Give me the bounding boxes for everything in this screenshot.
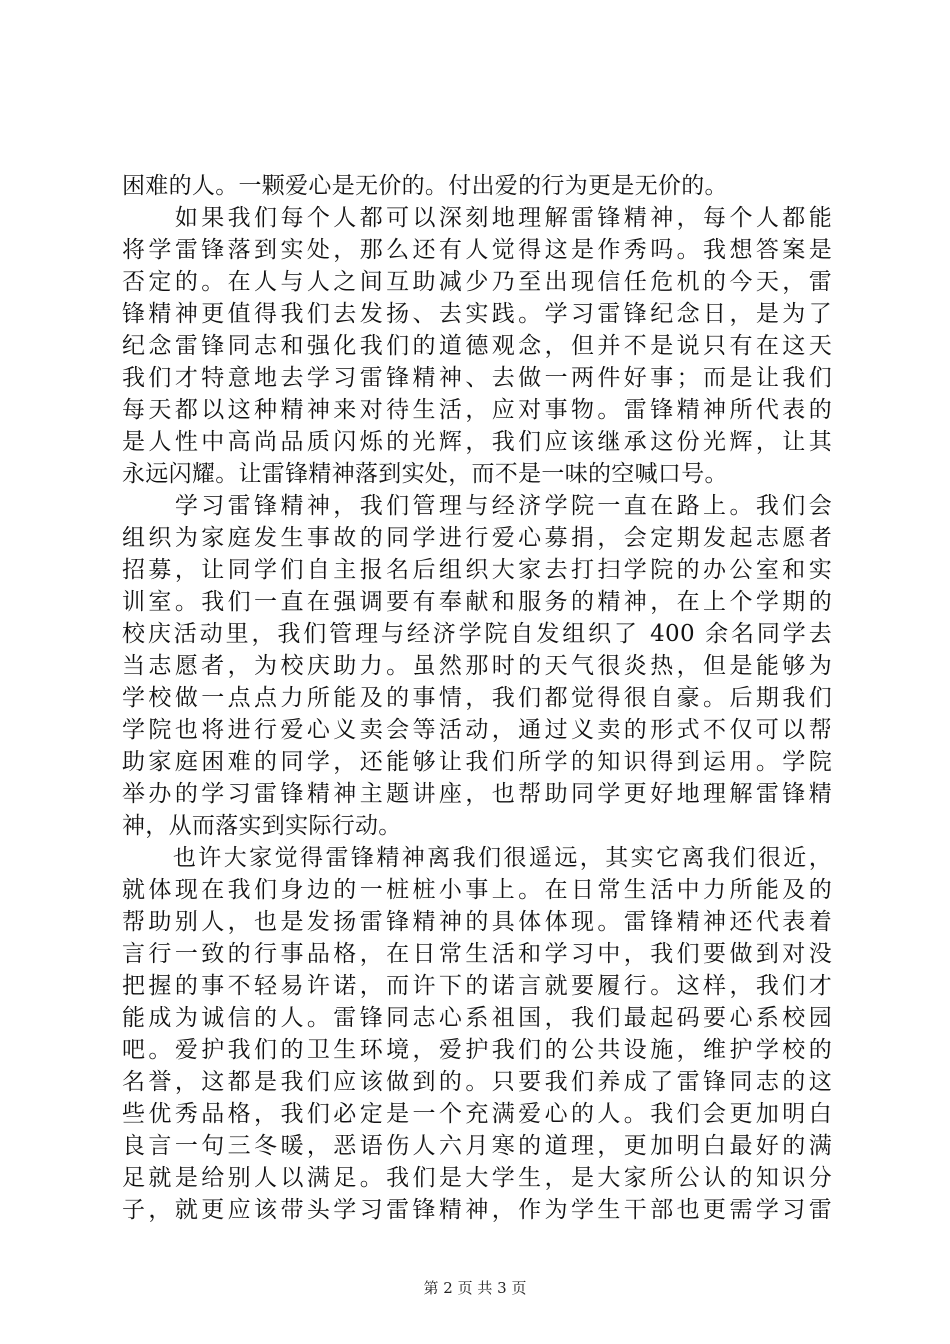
text-line: 名誉，这都是我们应该做到的。只要我们养成了雷锋同志的这 [122,1069,832,1095]
text-line: 我们才特意地去学习雷锋精神、去做一两件好事；而是让我们 [122,365,832,391]
text-line: 学校做一点点力所能及的事情，我们都觉得很自豪。后期我们 [122,685,832,711]
text-line: 举办的学习雷锋精神主题讲座，也帮助同学更好地理解雷锋精 [122,781,832,807]
text-line: 招募，让同学们自主报名后组织大家去打扫学院的办公室和实 [122,557,832,583]
text-line: 能成为诚信的人。雷锋同志心系祖国，我们最起码要心系校园 [122,1005,832,1031]
page-number-footer: 第 2 页 共 3 页 [423,1279,527,1297]
text-line: 训室。我们一直在强调要有奉献和服务的精神，在上个学期的 [122,589,832,615]
text-line: 纪念雷锋同志和强化我们的道德观念，但并不是说只有在这天 [122,333,832,359]
text-line: 是人性中高尚品质闪烁的光辉，我们应该继承这份光辉，让其 [122,429,832,455]
text-line: 否定的。在人与人之间互助减少乃至出现信任危机的今天，雷 [122,269,832,295]
text-line: 吧。爱护我们的卫生环境，爱护我们的公共设施，维护学校的 [122,1037,832,1063]
text-line: 良言一句三冬暖，恶语伤人六月寒的道理，更加明白最好的满 [122,1133,832,1159]
text-line: 锋精神更值得我们去发扬、去实践。学习雷锋纪念日，是为了 [122,301,832,327]
text-line: 些优秀品格，我们必定是一个充满爱心的人。我们会更加明白 [122,1101,832,1127]
text-line: 助家庭困难的同学，还能够让我们所学的知识得到运用。学院 [122,749,832,775]
text-line: 学习雷锋精神，我们管理与经济学院一直在路上。我们会 [122,493,832,519]
text-line: 也许大家觉得雷锋精神离我们很遥远，其实它离我们很近， [122,845,832,871]
text-line: 组织为家庭发生事故的同学进行爱心募捐，会定期发起志愿者 [122,525,832,551]
text-line: 困难的人。一颗爱心是无价的。付出爱的行为更是无价的。 [122,173,728,199]
text-line: 足就是给别人以满足。我们是大学生，是大家所公认的知识分 [122,1165,832,1191]
text-line: 就体现在我们身边的一桩桩小事上。在日常生活中力所能及的 [122,877,832,903]
text-line: 帮助别人，也是发扬雷锋精神的具体体现。雷锋精神还代表着 [122,909,832,935]
text-line: 每天都以这种精神来对待生活，应对事物。雷锋精神所代表的 [122,397,832,423]
text-line: 把握的事不轻易许诺，而许下的诺言就要履行。这样，我们才 [122,973,832,999]
text-line: 永远闪耀。让雷锋精神落到实处，而不是一味的空喊口号。 [122,461,728,487]
text-line: 学院也将进行爱心义卖会等活动，通过义卖的形式不仅可以帮 [122,717,832,743]
text-line: 神，从而落实到实际行动。 [122,813,402,839]
text-line: 子，就更应该带头学习雷锋精神，作为学生干部也更需学习雷 [122,1197,832,1223]
text-line: 当志愿者，为校庆助力。虽然那时的天气很炎热，但是能够为 [122,653,832,679]
text-line: 校庆活动里，我们管理与经济学院自发组织了 400 余名同学去 [122,621,832,647]
text-line: 将学雷锋落到实处，那么还有人觉得这是作秀吗。我想答案是 [122,237,832,263]
text-line: 如果我们每个人都可以深刻地理解雷锋精神，每个人都能 [122,205,832,231]
document-body [122,170,832,1226]
text-line: 言行一致的行事品格，在日常生活和学习中，我们要做到对没 [122,941,832,967]
